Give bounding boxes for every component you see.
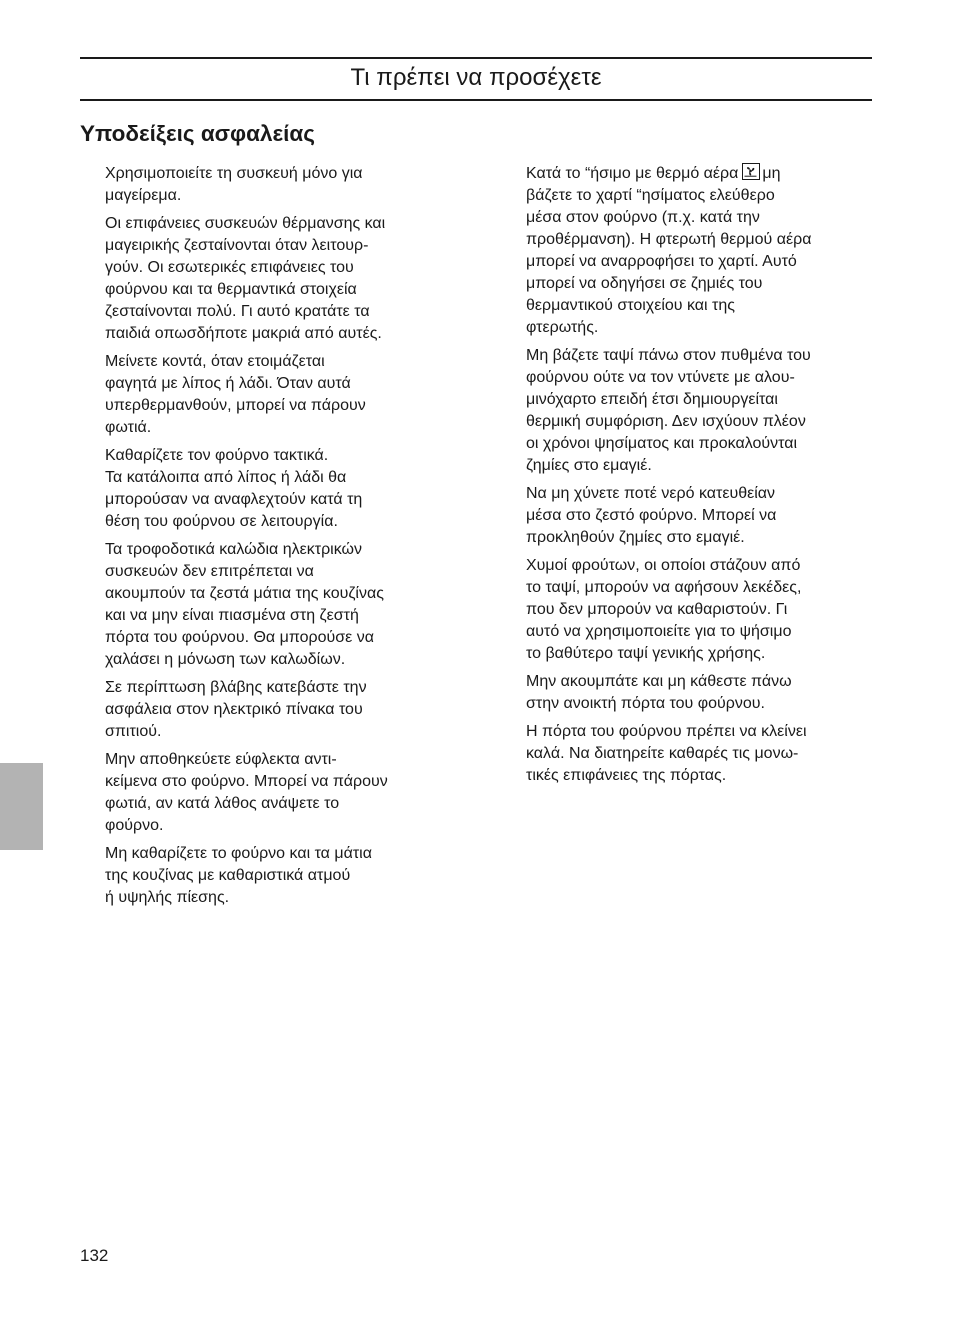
paragraph-text-before-icon: Κατά το “ήσιμο με θερμό αέρα (526, 165, 739, 182)
paragraph: Χρησιμοποιείτε τη συσκευή μόνο για μαγείρεμα. (105, 165, 363, 204)
header-top-rule (80, 57, 872, 59)
paragraph: Μην αποθηκεύετε εύφλεκτα αντι- κείμενα στο φούρνο. Μπορεί να πάρουν φωτιά, αν κατά λάθος ανάψετε το φούρνο. (105, 751, 388, 834)
hot-air-fan-icon (742, 163, 760, 180)
header-bottom-rule (80, 99, 872, 101)
paragraph: Μην ακουμπάτε και μη κάθεστε πάνω στην ανοικτή πόρτα του φούρνου. (526, 673, 792, 712)
paragraph: Να μη χύνετε ποτέ νερό κατευθείαν μέσα στο ζεστό φούρνο. Μπορεί να προκληθούν ζημίες στο εμαγιέ. (526, 485, 777, 546)
paragraph: Οι επιφάνειες συσκευών θέρμανσης και μαγειρικής ζεσταίνονται όταν λειτουρ- γούν. Οι εσωτερικές επιφάνειες του φούρνου και τα θερμαντικά στοιχεία ζεσταίνονται πολύ. Γι αυτό κρατάτε τα παιδιά οπωσδήποτε μακριά από αυτές. (105, 215, 386, 342)
paragraph: Η πόρτα του φούρνου πρέπει να κλείνει καλά. Να διατηρείτε καθαρές τις μονω- τικές επιφάνειες της πόρτας. (526, 723, 807, 784)
paragraph: Μείνετε κοντά, όταν ετοιμάζεται φαγητά με λίπος ή λάδι. Όταν αυτά υπερθερμανθούν, μπορεί να πάρουν φωτιά. (105, 353, 366, 436)
paragraph-text-after-icon: μη βάζετε το χαρτί “ησίματος ελεύθερο μέσα στον φούρνο (π.χ. κατά την προθέρμανση). Η φτερωτή θερμού αέρα μπορεί να αναρροφήσει το χαρτί. Αυτό μπορεί να οδηγήσει σε ζημιές του θερμαντικού στοιχείου και της φτερωτής. (526, 165, 812, 336)
paragraph: Μη καθαρίζετε το φούρνο και τα μάτια της κουζίνας με καθαριστικά ατμού ή υψηλής πίεσης. (105, 845, 372, 906)
paragraph: Μη βάζετε ταψί πάνω στον πυθμένα του φούρνου ούτε να τον ντύνετε με αλου- μινόχαρτο επειδή έτσι δημιουργείται θερμική συμφόριση. Δεν ισχύουν πλέον οι χρόνοι ψησίματος και προκαλούνται ζημίες στο εμαγιέ. (526, 347, 811, 474)
page-title: Τι πρέπει να προσέχετε (350, 64, 602, 91)
page-number: 132 (80, 1246, 109, 1265)
paragraph: Χυμοί φρούτων, οι οποίοι στάζουν από το ταψί, μπορούν να αφήσουν λεκέδες, που δεν μπορούν να καθαριστούν. Γι αυτό να χρησιμοποιείτε για το ψήσιμο το βαθύτερο ταψί γενικής χρήσης. (526, 557, 802, 662)
right-column (526, 163, 878, 793)
section-heading: Υποδείξεις ασφαλείας (80, 121, 315, 146)
paragraph: Σε περίπτωση βλάβης κατεβάστε την ασφάλεια στον ηλεκτρικό πίνακα του σπιτιού. (105, 679, 367, 740)
side-tab-marker (0, 763, 43, 850)
paragraph: Καθαρίζετε τον φούρνο τακτικά. Τα κατάλοιπα από λίπος ή λάδι θα μπορούσαν να αναφλεχτούν κατά τη θέση του φούρνου σε λειτουργία. (105, 447, 363, 530)
paragraph: Τα τροφοδοτικά καλώδια ηλεκτρικών συσκευών δεν επιτρέπεται να ακουμπούν τα ζεστά μάτια της κουζίνας και να μην είναι πιασμένα στη ζεστή πόρτα του φούρνου. Θα μπορούσε να χαλάσει η μόνωση των καλωδίων. (105, 541, 384, 668)
left-column (105, 163, 457, 915)
paragraph-with-icon (526, 163, 878, 339)
